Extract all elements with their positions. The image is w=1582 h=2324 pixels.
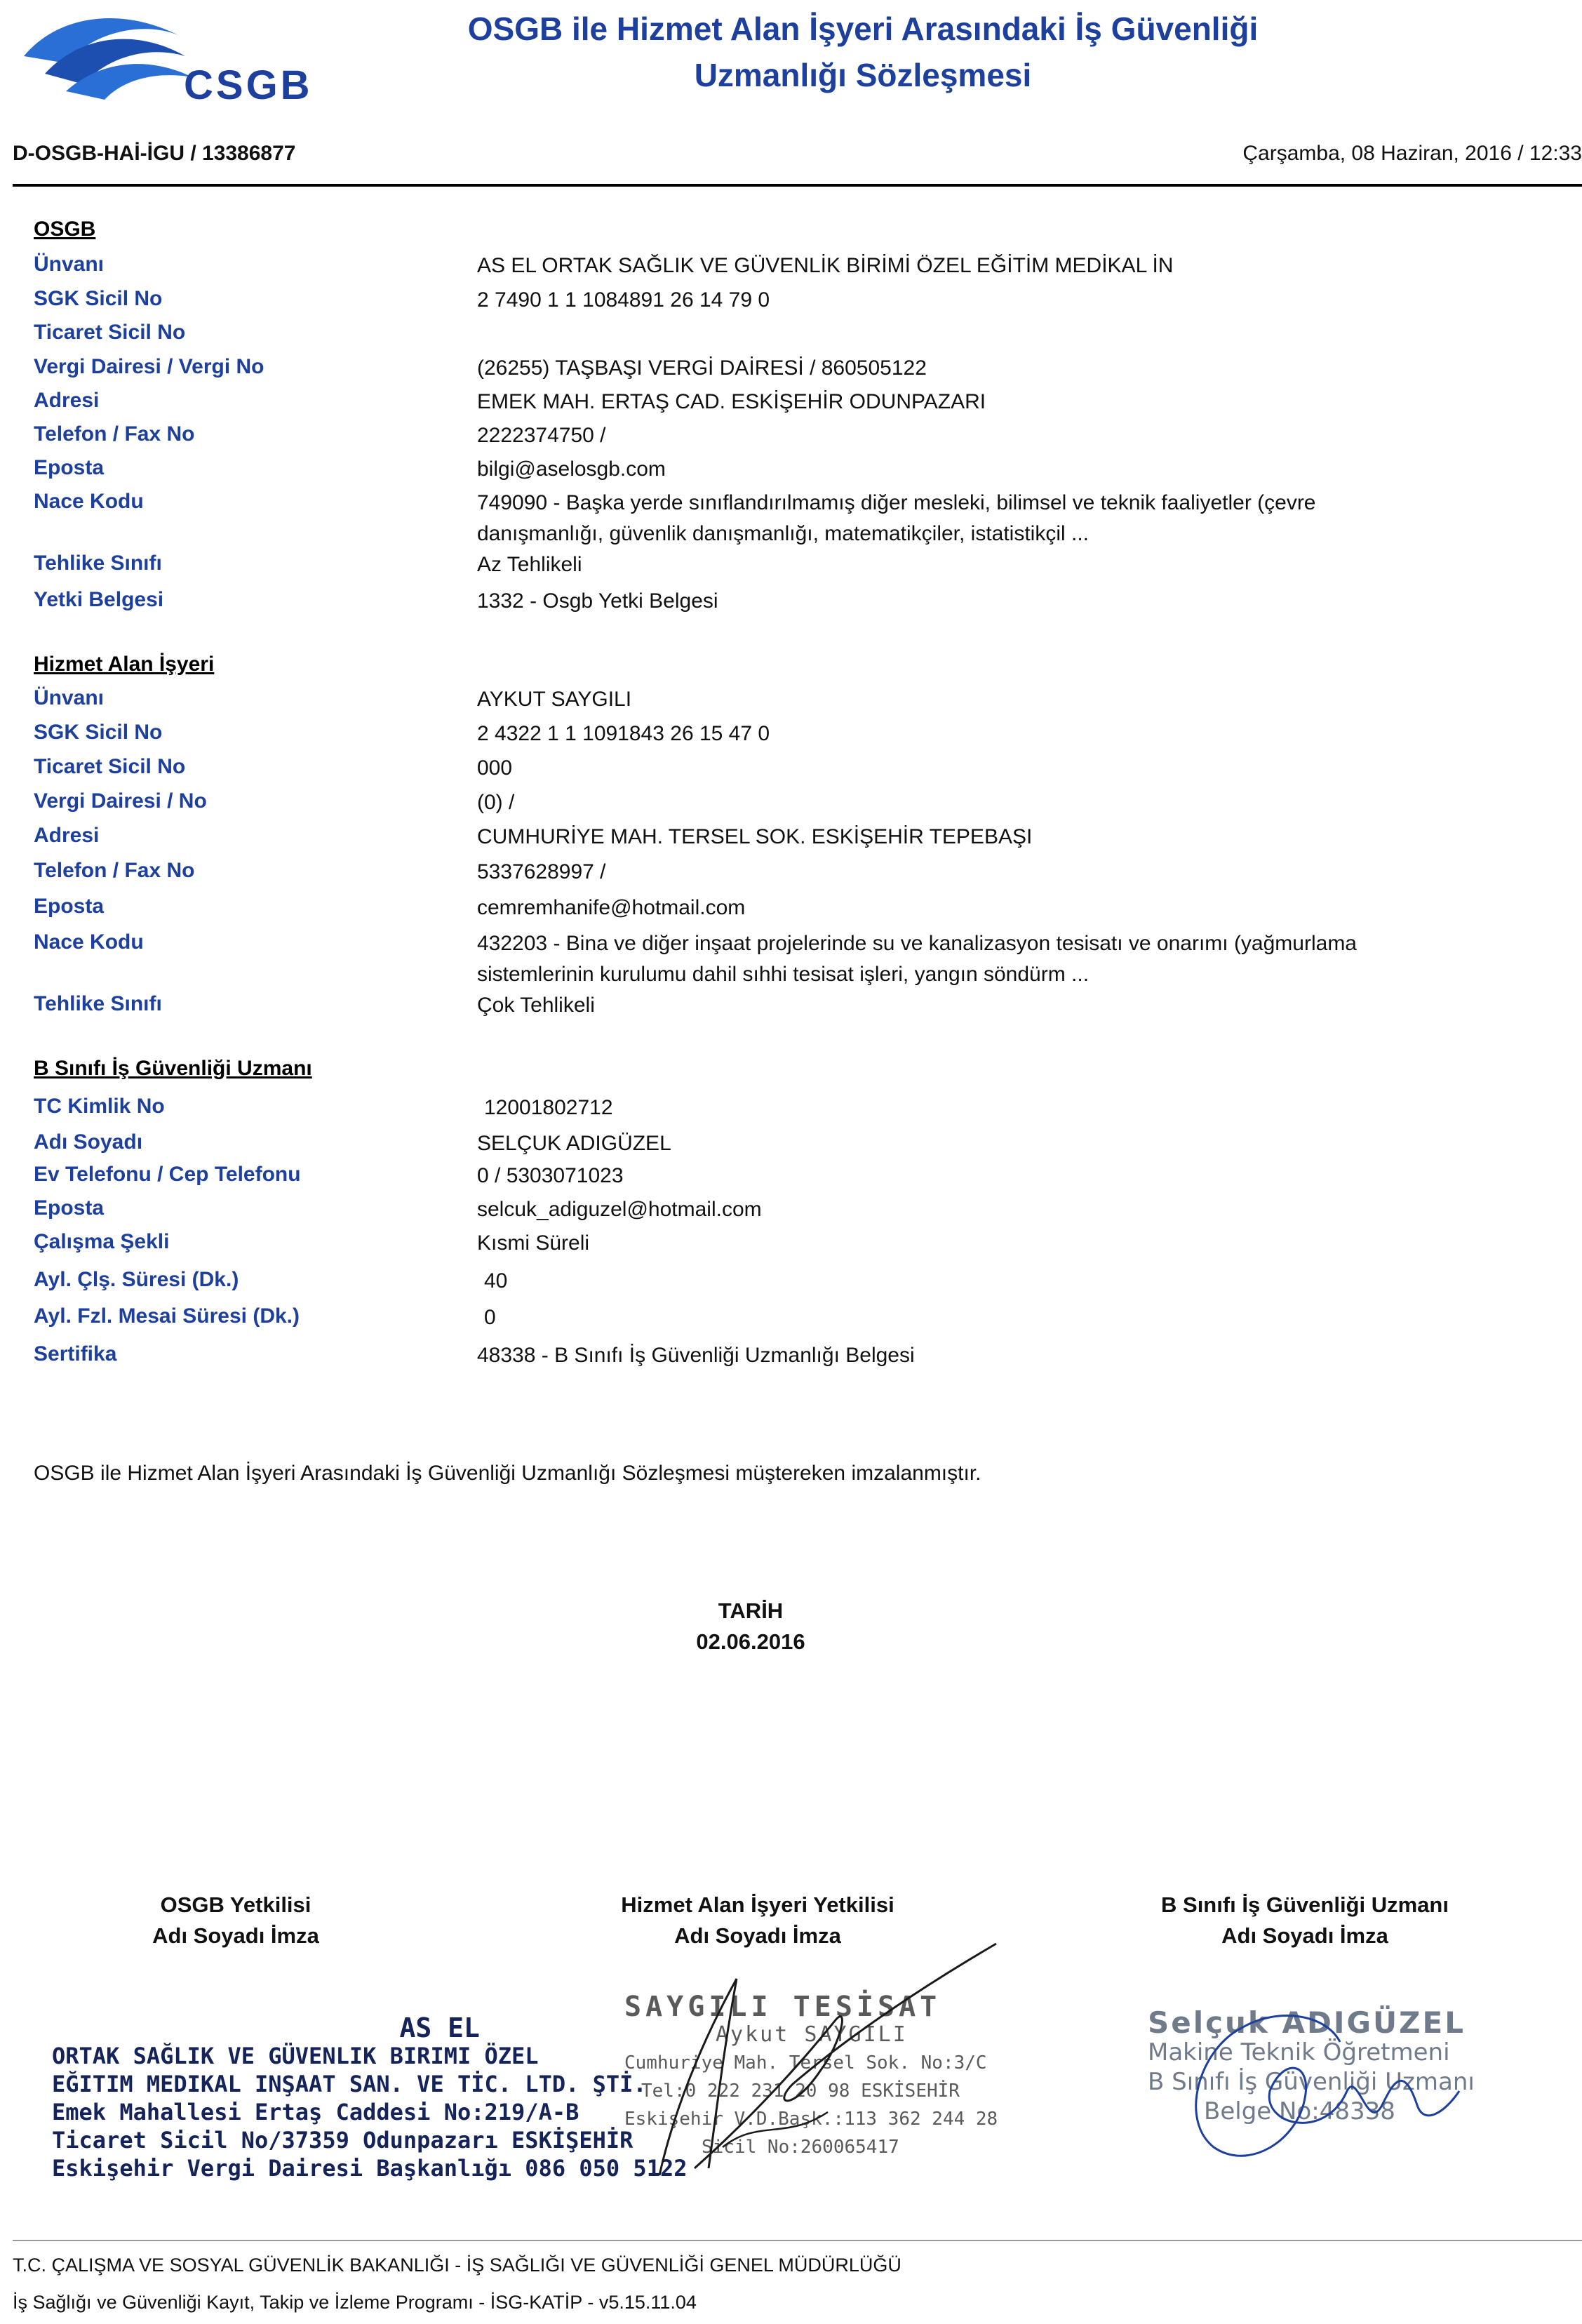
uzman-label-sure: Ayl. Çlş. Süresi (Dk.): [34, 1268, 239, 1291]
osgb-value-eposta: bilgi@aselosgb.com: [477, 458, 666, 481]
stamp-line: Eskişehir V.D.Başk.:113 362 244 28: [624, 2109, 998, 2130]
logo-text: CSGB: [184, 62, 313, 108]
stamp-line: Makine Teknik Öğretmeni: [1148, 2038, 1450, 2066]
osgb-label-ticaret: Ticaret Sicil No: [34, 321, 186, 344]
isyeri-value-nace: 432203 - Bina ve diğer inşaat projelerinde su ve kanalizasyon tesisatı ve onarımı (yağmurlama sistemlerinin kurulumu dahil sıhhi tesisat işleri, yangın söndürm ...: [477, 932, 1357, 986]
osgb-value-nace: 749090 - Başka yerde sınıflandırılmamış diğer mesleki, bilimsel ve teknik faaliyetler (çevre danışmanlığı, güvenlik danışmanlığı, matematikçiler, istatistikçil ...: [477, 491, 1316, 545]
isyeri-label-vergi: Vergi Dairesi / No: [34, 789, 207, 813]
document-title-line2: Uzmanlığı Sözleşmesi: [694, 57, 1032, 93]
isyeri-label-telefon: Telefon / Fax No: [34, 859, 195, 882]
agreement-statement: OSGB ile Hizmet Alan İşyeri Arasındaki İş Güvenliği Uzmanlığı Sözleşmesi müştereken imzalanmıştır.: [34, 1462, 981, 1485]
isyeri-label-unvan: Ünvanı: [34, 686, 105, 709]
signature-title: B Sınıfı İş Güvenliği Uzmanı: [1161, 1892, 1449, 1917]
document-datetime: Çarşamba, 08 Haziran, 2016 / 12:33: [1242, 142, 1582, 165]
uzman-label-telefon: Ev Telefonu / Cep Telefonu: [34, 1163, 301, 1186]
uzman-label-mesai: Ayl. Fzl. Mesai Süresi (Dk.): [34, 1304, 300, 1328]
uzman-label-sertifika: Sertifika: [34, 1342, 117, 1365]
uzman-value-sure: 40: [484, 1269, 508, 1293]
uzman-label-calisma: Çalışma Şekli: [34, 1230, 170, 1253]
date-value: 02.06.2016: [696, 1629, 805, 1654]
isyeri-label-tehlike: Tehlike Sınıfı: [34, 992, 162, 1015]
osgb-label-tehlike: Tehlike Sınıfı: [34, 552, 162, 575]
stamp-line: Ticaret Sicil No/37359 Odunpazarı ESKİŞEHİR: [52, 2127, 634, 2153]
uzman-value-calisma: Kısmi Süreli: [477, 1231, 590, 1255]
stamp-line: Eskişehir Vergi Dairesi Başkanlığı 086 050 5122: [52, 2155, 688, 2182]
uzman-signature: [1158, 1986, 1480, 2175]
stamp-line: Belge No:48338: [1204, 2097, 1395, 2125]
osgb-value-unvan: AS EL ORTAK SAĞLIK VE GÜVENLİK BİRİMİ ÖZEL EĞİTİM MEDİKAL İN: [477, 254, 1174, 277]
signature-block-osgb: [25, 1890, 446, 1951]
stamp-line: SAYGILI TESİSAT: [624, 1991, 941, 2023]
osgb-value-tehlike: Az Tehlikeli: [477, 553, 582, 576]
isyeri-label-sgk: SGK Sicil No: [34, 721, 163, 744]
footer-ministry: T.C. ÇALIŞMA VE SOSYAL GÜVENLİK BAKANLIĞI - İŞ SAĞLIĞI VE GÜVENLİĞİ GENEL MÜDÜRLÜĞÜ: [13, 2255, 901, 2276]
stamp-line: Sicil No:260065417: [702, 2137, 899, 2158]
osgb-label-sgk: SGK Sicil No: [34, 287, 163, 310]
uzman-value-mesai: 0: [484, 1306, 496, 1329]
isyeri-value-adres: CUMHURİYE MAH. TERSEL SOK. ESKİŞEHİR TEPEBAŞI: [477, 825, 1033, 848]
date-label: TARİH: [718, 1598, 784, 1623]
stamp-line: Emek Mahallesi Ertaş Caddesi No:219/A-B: [52, 2099, 579, 2125]
isyeri-label-ticaret: Ticaret Sicil No: [34, 755, 186, 778]
osgb-value-vergi: (26255) TAŞBAŞI VERGİ DAİRESİ / 860505122: [477, 356, 927, 380]
document-number: D-OSGB-HAİ-İGU / 13386877: [13, 142, 296, 165]
footer-divider: [13, 2240, 1582, 2241]
footer-program: İş Sağlığı ve Güvenliği Kayıt, Takip ve İzleme Programı - İSG-KATİP - v5.15.11.04: [13, 2292, 697, 2313]
stamp-line: Tel:0 222 231 20 98 ESKİSEHİR: [641, 2081, 960, 2102]
isyeri-value-telefon: 5337628997 /: [477, 860, 606, 883]
uzman-label-adsoyad: Adı Soyadı: [34, 1130, 143, 1154]
osgb-value-yetki: 1332 - Osgb Yetki Belgesi: [477, 589, 718, 613]
stamp-line: ORTAK SAĞLIK VE GÜVENLIK BIRIMI ÖZEL: [52, 2043, 539, 2069]
isyeri-value-eposta: cemremhanife@hotmail.com: [477, 896, 746, 919]
osgb-label-telefon: Telefon / Fax No: [34, 422, 195, 446]
isyeri-signature: [617, 1937, 1010, 2189]
uzman-label-eposta: Eposta: [34, 1196, 105, 1220]
uzman-value-telefon: 0 / 5303071023: [477, 1164, 624, 1187]
isyeri-value-sgk: 2 4322 1 1 1091843 26 15 47 0: [477, 722, 770, 745]
document-title-line1: OSGB ile Hizmet Alan İşyeri Arasındaki İş Güvenliği: [467, 11, 1259, 47]
stamp-line: Aykut SAYGILI: [716, 2022, 908, 2047]
stamp-line: EĞITIM MEDIKAL INŞAAT SAN. VE TİC. LTD. ŞTİ.: [52, 2071, 647, 2097]
signature-subtitle: Adı Soyadı İmza: [1221, 1923, 1388, 1948]
isyeri-label-eposta: Eposta: [34, 895, 105, 918]
uzman-label-tc: TC Kimlik No: [34, 1095, 165, 1118]
signature-subtitle: Adı Soyadı İmza: [674, 1923, 841, 1948]
stamp-line: Cumhuriye Mah. Tersel Sok. No:3/C: [624, 2052, 987, 2073]
header-divider: [13, 184, 1582, 187]
signature-title: Hizmet Alan İşyeri Yetkilisi: [621, 1892, 894, 1917]
uzman-value-tc: 12001802712: [484, 1096, 613, 1119]
section-title-uzman: B Sınıfı İş Güvenliği Uzmanı: [34, 1057, 312, 1080]
osgb-label-vergi: Vergi Dairesi / Vergi No: [34, 355, 264, 378]
osgb-label-yetki: Yetki Belgesi: [34, 588, 164, 611]
signature-title: OSGB Yetkilisi: [160, 1892, 311, 1917]
uzman-value-eposta: selcuk_adiguzel@hotmail.com: [477, 1198, 762, 1221]
signature-subtitle: Adı Soyadı İmza: [152, 1923, 319, 1948]
osgb-label-eposta: Eposta: [34, 456, 105, 479]
isyeri-value-ticaret: 000: [477, 756, 513, 780]
section-title-hizmet-alan: Hizmet Alan İşyeri: [34, 653, 215, 676]
osgb-stamp: [52, 2014, 687, 2182]
stamp-line: B Sınıfı İş Güvenliği Uzmanı: [1148, 2068, 1475, 2096]
uzman-value-adsoyad: SELÇUK ADIGÜZEL: [477, 1132, 671, 1155]
osgb-value-telefon: 2222374750 /: [477, 424, 606, 447]
osgb-label-unvan: Ünvanı: [34, 253, 105, 276]
osgb-label-adres: Adresi: [34, 389, 100, 412]
osgb-value-adres: EMEK MAH. ERTAŞ CAD. ESKİŞEHİR ODUNPAZARI: [477, 390, 986, 413]
isyeri-label-adres: Adresi: [34, 824, 100, 847]
signature-block-uzman: [1094, 1890, 1515, 1951]
stamp-line: AS EL: [399, 2012, 480, 2043]
isyeri-value-vergi: (0) /: [477, 791, 515, 814]
section-title-osgb: OSGB: [34, 218, 96, 241]
isyeri-value-tehlike: Çok Tehlikeli: [477, 994, 595, 1017]
isyeri-value-unvan: AYKUT SAYGILI: [477, 688, 632, 711]
isyeri-label-nace: Nace Kodu: [34, 930, 144, 954]
osgb-label-nace: Nace Kodu: [34, 490, 144, 513]
uzman-value-sertifika: 48338 - B Sınıfı İş Güvenliği Uzmanlığı Belgesi: [477, 1344, 915, 1367]
stamp-line: Selçuk ADIGÜZEL: [1148, 2005, 1466, 2040]
osgb-value-sgk: 2 7490 1 1 1084891 26 14 79 0: [477, 288, 770, 312]
